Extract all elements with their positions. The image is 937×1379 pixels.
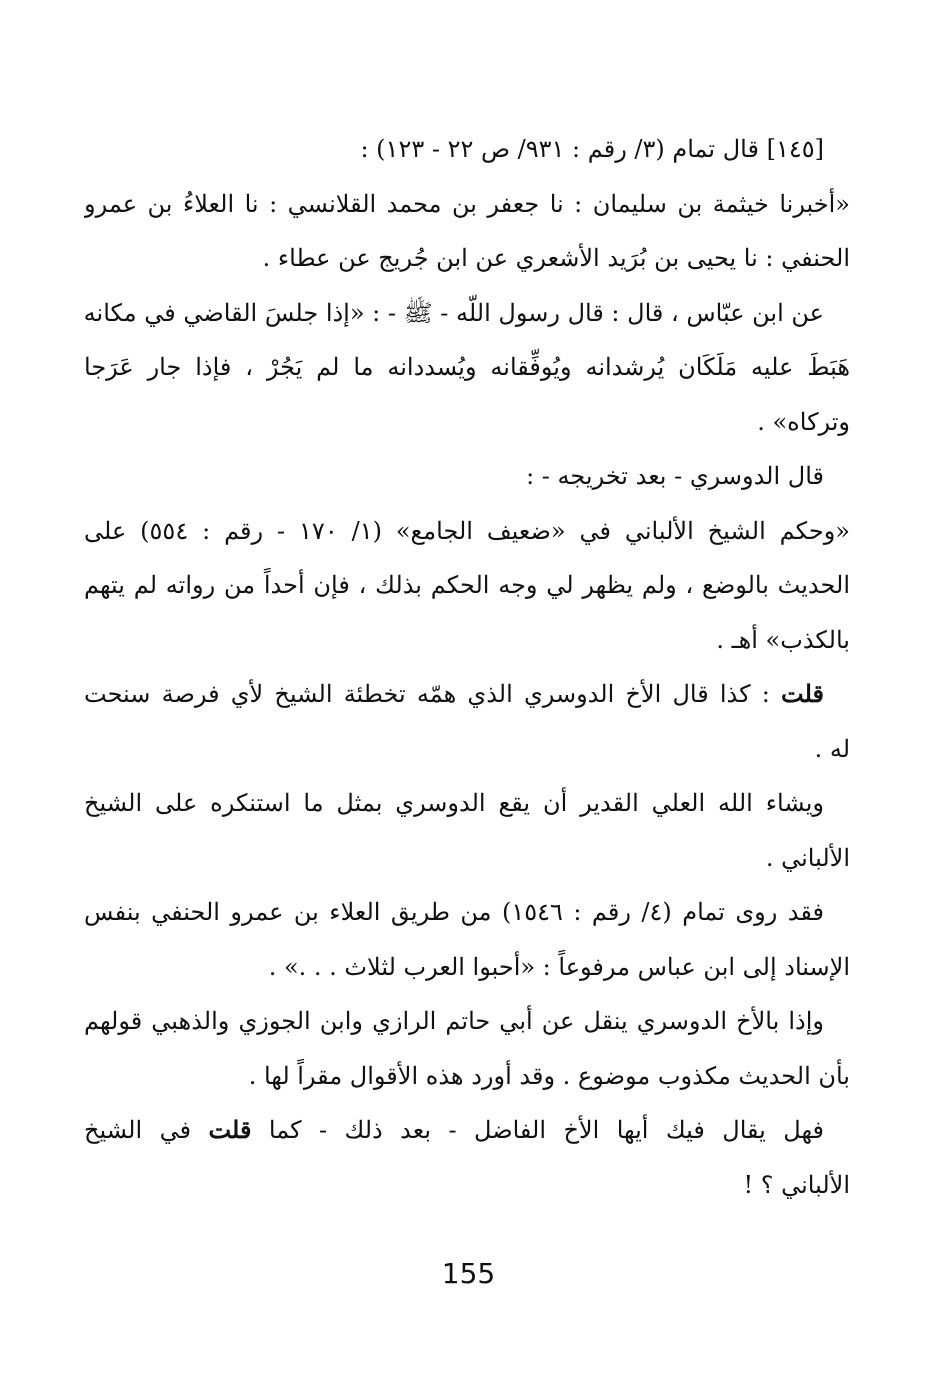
text-line: بالكذب» أهـ . [716,625,850,654]
paragraph [84,776,850,885]
text-line: «وحكم الشيخ الألباني في «ضعيف الجامع» (١/ ١٧٠ - رقم : ٥٥٤) على [84,516,850,545]
text-line [84,667,850,722]
paragraph [84,504,850,668]
bold-word: قلت [208,1115,252,1144]
page-number: 155 [441,1257,496,1290]
paragraph [84,449,850,504]
bold-lead-word: قلت [781,679,824,708]
text-line: الحديث بالوضع ، ولم يظهر لي وجه الحكم بذلك ، فإن أحداً من رواته لم يتهم [84,571,850,599]
text-line: هَبَطَ عليه مَلَكَان يُرشدانه ويُوفِّقانه ويُسددانه ما لم يَجُرْ ، فإذا جار عَرَجا [84,353,850,381]
text-line: وتركاه» . [757,407,850,436]
text-line: له . [814,734,850,763]
paragraph [84,1103,850,1212]
text-line [84,1103,850,1158]
text-line: الحنفي : نا يحيى بن بُرَيد الأشعري عن ابن جُريج عن عطاء . [262,244,850,272]
text-line: الألباني . [765,843,850,872]
text-line: ويشاء الله العلي القدير أن يقع الدوسري بمثل ما استنكره على الشيخ [84,789,824,817]
text-line: قال الدوسري - بعد تخريجه - : [526,462,824,490]
page-body-text [84,122,850,1212]
text-line: «أخبرنا خيثمة بن سليمان : نا جعفر بن محمد القلانسي : نا العلاءُ بن عمرو [84,189,850,218]
text-line: الألباني ؟ ! [743,1170,850,1199]
text-line: بأن الحديث مكذوب موضوع . وقد أورد هذه الأقوال مقراً لها . [248,1061,850,1090]
paragraph [84,286,850,450]
paragraph [84,994,850,1103]
paragraph [84,885,850,994]
line-text: في الشيخ [84,1116,209,1144]
paragraph [84,122,850,177]
text-line: وإذا بالأخ الدوسري ينقل عن أبي حاتم الرازي وابن الجوزي والذهبي قولهم [84,1007,824,1035]
line-text: فهل يقال فيك أيها الأخ الفاضل - بعد ذلك - كما [251,1116,824,1144]
line-text: : كذا قال الأخ الدوسري الذي همّه تخطئة الشيخ لأي فرصة سنحت [84,680,782,708]
paragraph [84,177,850,286]
paragraph [84,667,850,776]
text-line: [١٤٥] قال تمام (٣/ رقم : ٩٣١/ ص ٢٢ - ١٢٣) : [360,135,824,163]
text-line: فقد روى تمام (٤/ رقم : ١٥٤٦) من طريق العلاء بن عمرو الحنفي بنفس [84,898,825,926]
text-line: الإسناد إلى ابن عباس مرفوعاً : «أحبوا العرب لثلاث . . .» . [268,952,850,981]
text-line: عن ابن عبّاس ، قال : قال رسول اللّه - ﷺ - : «إذا جلسَ القاضي في مكانه [84,298,824,327]
